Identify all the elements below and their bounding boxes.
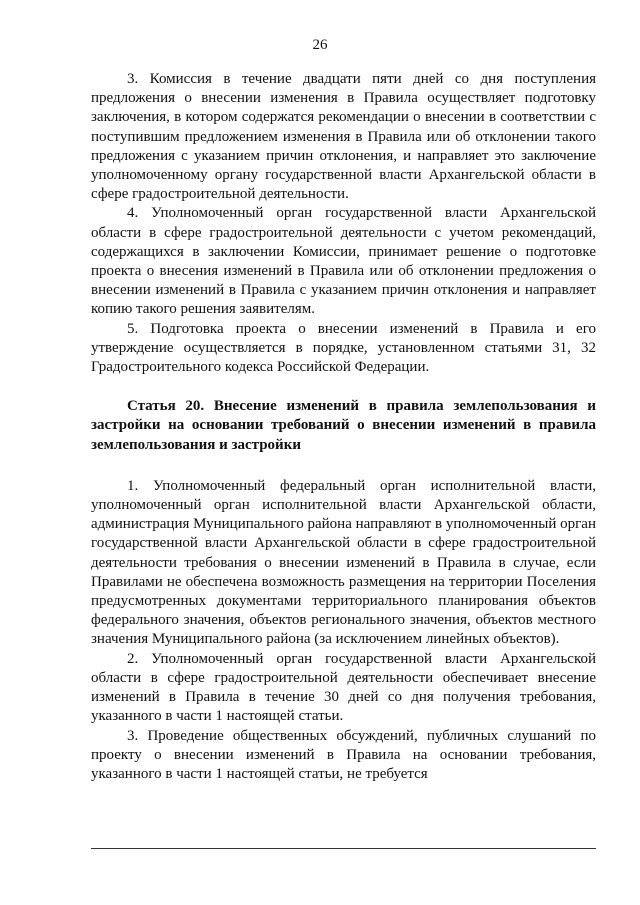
- paragraph-19-5: 5. Подготовка проекта о внесении изменений в Правила и его утверждение осуществляется в порядке, установленном статьями 31, 32 Градостроительного кодекса Российской Федерации.: [91, 320, 596, 376]
- paragraph-19-4: 4. Уполномоченный орган государственной власти Архангельской области в сфере градостроительной деятельности с учетом рекомендаций, содержащихся в заключении Комиссии, принимает решение о подготовке проекта о внесения изменений в Правила или об отклонении предложения о внесении изменений в Правила с указанием причин отклонения и направляет копию такого решения заявителям.: [91, 205, 596, 318]
- paragraph-19-3: 3. Комиссия в течение двадцати пяти дней со дня поступления предложения о внесении изменения в Правила осуществляет подготовку заключения, в котором содержатся рекомендации о внесении в соответствии с поступившим предложением изменения в Правила или об отклонении такого предложения с указанием причин отклонения, и направляет это заключение уполномоченному органу государственной власти Архангельской области в сфере градостроительной деятельности.: [91, 71, 596, 203]
- footer-divider: [91, 848, 596, 849]
- paragraph-20-2: 2. Уполномоченный орган государственной власти Архангельской области в сфере градостроительной деятельности обеспечивает внесение изменений в Правила в течение 30 дней со дня получения требования, указанного в части 1 настоящей статьи.: [91, 650, 596, 725]
- article-20-heading: Статья 20. Внесение изменений в правила землепользования и застройки на основании требований о внесении изменений в правила землепользования и застройки: [91, 398, 596, 453]
- paragraph-20-1: 1. Уполномоченный федеральный орган исполнительной власти, уполномоченный орган исполнительной власти Архангельской области, администрация Муниципального района направляют в уполномоченный орган государственной власти Архангельской области в сфере градостроительной деятельности требования о внесении изменений в Правила в случае, если Правилами не обеспечена возможность размещения на территории Поселения предусмотренных документами территориального планирования объектов федерального значения, объектов регионального значения, объектов местного значения Муниципального района (за исключением линейных объектов).: [91, 477, 596, 648]
- paragraph-20-3: 3. Проведение общественных обсуждений, публичных слушаний по проекту о внесении изменений в Правила на основании требования, указанного в части 1 настоящей статьи, не требуется: [91, 727, 596, 782]
- page-number: 26: [312, 37, 328, 53]
- page-content: [91, 70, 596, 784]
